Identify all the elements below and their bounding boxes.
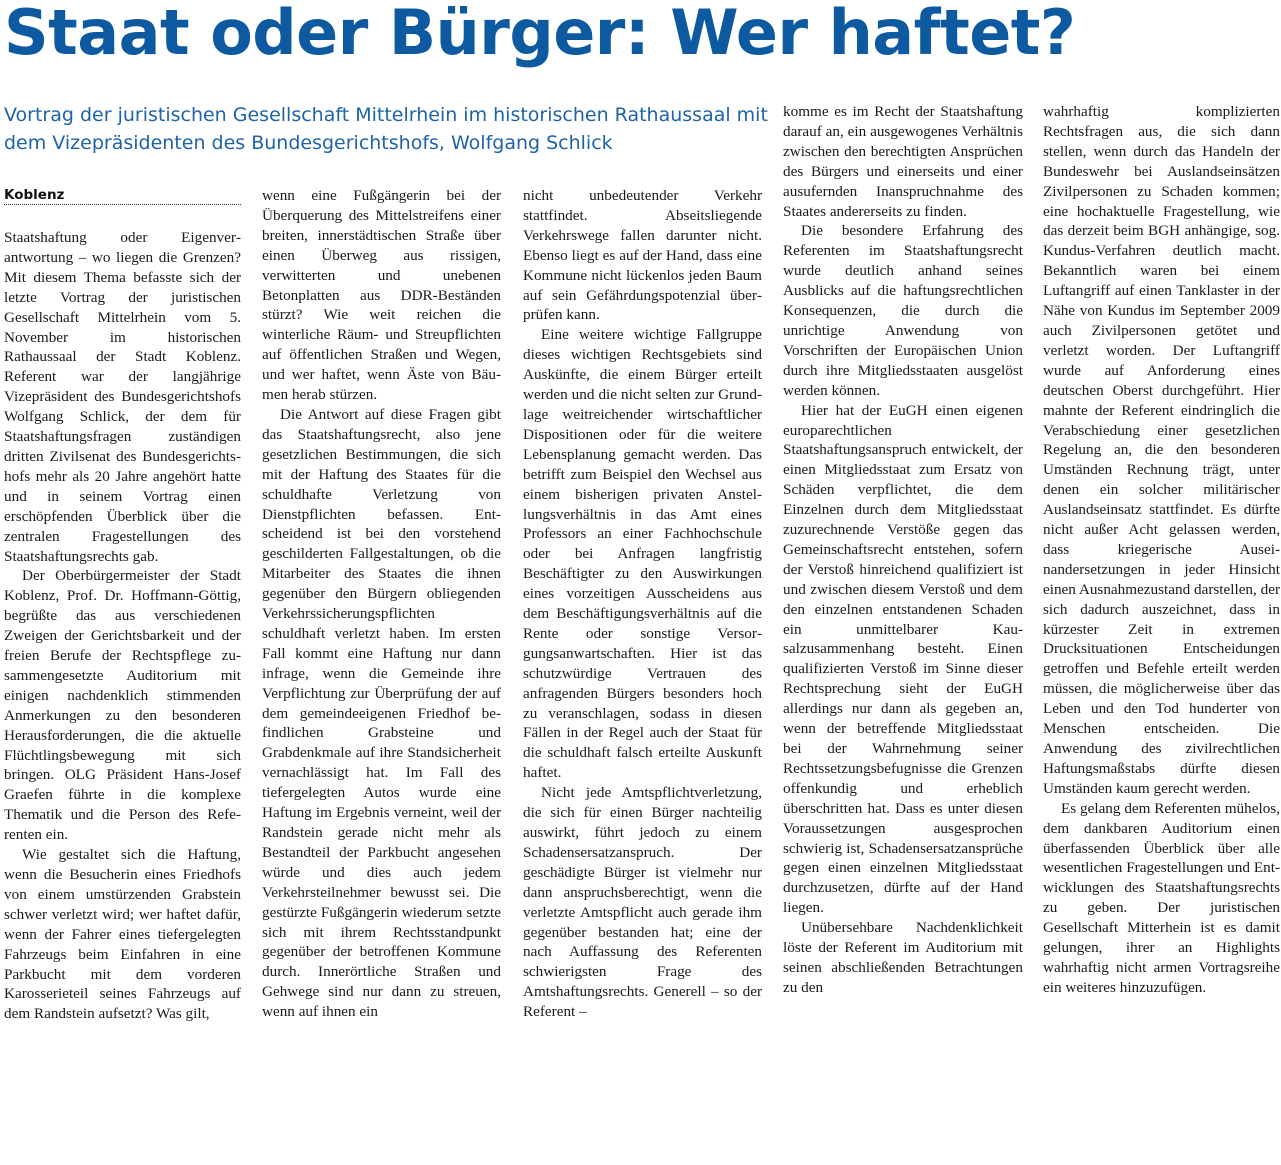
article-paragraph: Staatshaftung oder Eigenverantwortung – wo liegen die Grenzen? Mit diesem Thema befasste sich der letzte Vortrag der juristischen Gesellschaft Mittelrhein vom 5. November im historischen Rathaussaal der Stadt Koblenz. Referent war der langjährige Vizepräsident des Bundesgerichtshofs Wolfgang Schlick, der dem für Staatshaftungsfragen zuständigen dritten Zivilsenat des Bundesgerichtshofs mehr als 20 Jahre angehört hatte und in seinem Vortrag einen erschöpfenden Überblick über die zentralen Fragestellungen des Staatshaftungsrechts gab. [4, 229, 241, 565]
article-column-4 [783, 102, 1023, 998]
article-subheadline: Vortrag der juristischen Gesellschaft Mittelrhein im historischen Rathaussaal mit dem Vizepräsidenten des Bundesgerichtshofs, Wolfgang Schlick [4, 104, 768, 154]
article-dateline: Koblenz [4, 186, 241, 205]
article-headline: Staat oder Bürger: Wer haftet? [4, 0, 1076, 69]
article-paragraph: Wie gestaltet sich die Haftung, wenn die Besucherin eines Friedhofs von einem umstürzenden Grabstein schwer verletzt wird; wer haftet dafür, wenn der Fahrer eines tiefergelegten Fahrzeugs beim Einfahren in eine Parkbucht mit dem vorderen Karosserieteil seines Fahrzeugs auf dem Randstein aufsetzt? Was gilt, [4, 846, 241, 1023]
article-paragraph: Nicht jede Amtspflichtverletzung, die sich für einen Bürger nachteilig auswirkt, führt jedoch zu einem Schadensersatzanspruch. Der geschädigte Bürger ist vielmehr nur dann anspruchsberechtigt, wenn die verletzte Amtspflicht auch gerade ihm gegenüber bestanden hat; eine der nach Auffassung des Referenten schwierigsten Frage des Amtshaftungsrechts. Generell – so der Referent – [523, 784, 762, 1021]
article-paragraph: Eine weitere wichtige Fallgruppe dieses wichtigen Rechtsgebiets sind Auskünfte, die einem Bürger erteilt werden und die nicht selten zur Grundlage weitreichender wirtschaftlicher Dispositionen oder für die weitere Lebensplanung gemacht werden. Das betrifft zum Beispiel den Wechsel aus einem bisherigen privaten Anstellungsverhältnis in das Amt eines Professors an einer Fachhochschule oder bei Anfragen langfristig Beschäftigter zu den Auswirkungen eines vorzeitigen Ausscheidens aus dem Beschäftigungsverhältnis auf die Rente oder sonstige Versorgungsanwartschaften. Hier ist das schutzwürdige Vertrauen des anfragenden Bürgers besonders hoch zu veranschlagen, sodass in diesen Fällen in der Regel auch der Staat für die schuldhaft falsch erteilte Auskunft haftet. [523, 326, 762, 782]
article-paragraph: wahrhaftig komplizierten Rechtsfragen aus, die sich dann stellen, wenn durch das Handeln der Bundeswehr bei Auslandseinsätzen Zivilpersonen zu Schaden kommen; eine hochaktuelle Fragestellung, wie das derzeit beim BGH anhängige, sog. Kundus-Verfahren deutlich macht. Bekanntlich waren bei einem Luftangriff auf einen Tanklaster in der Nähe von Kundus im September 2009 auch Zivilpersonen getötet und verletzt worden. Der Luftangriff wurde auf Anforderung eines deutschen Oberst durchgeführt. Hier mahnte der Referent eindringlich die Verabschiedung einer gesetzlichen Regelung an, die den besonderen Umständen Rechnung trägt, unter denen ein solcher militärischer Auslandseinsatz stattfindet. Es dürfte nicht außer Acht gelassen werden, dass kriegerische Auseinandersetzungen in jeder Hinsicht einen Ausnahmezustand darstellen, der sich dadurch auszeichnet, dass in kürzester Zeit in extremen Drucksituationen Entscheidungen getroffen und Befehle erteilt werden müssen, die möglicherweise über das Leben und den Tod hunderter von Menschen entscheiden. Die Anwendung des zivilrechtlichen Haftungsmaßstabs dürfte diesen Umständen kaum gerecht werden. [1043, 103, 1281, 797]
article-paragraph: Die besondere Erfahrung des Referenten im Staatshaftungsrecht wurde deutlich anhand seines Ausblicks auf die haftungsrechtlichen Konsequenzen, die durch die unrichtige Anwendung von Vorschriften der Europäischen Union durch ihre Mitgliedsstaaten ausgelöst werden können. [783, 222, 1023, 399]
article-column-3 [523, 186, 762, 1022]
article-paragraph: wenn eine Fußgängerin bei der Überquerung des Mittelstreifens einer breiten, innerstädtischen Straße über einen Überweg aus rissigen, verwitterten und unebenen Betonplatten aus DDR-Beständen stürzt? Wie weit reichen die winterliche Räum- und Streupflichten auf öffentlichen Straßen und Wegen, und wer haftet, wenn Äste von Bäumen herab stürzen. [262, 187, 501, 404]
article-paragraph: Die Antwort auf diese Fragen gibt das Staatshaftungsrecht, also jene gesetzlichen Bestimmungen, die sich mit der Haftung des Staates für die schuldhafte Verletzung von Dienstpflichten befassen. Entscheidend ist bei den vorstehend geschilderten Fallgestaltungen, ob die Mitarbeiter des Staates die ihnen gegenüber den Bürgern obliegenden Verkehrssicherungspflichten schuldhaft verletzt haben. Im ersten Fall kommt eine Haftung nur dann infrage, wenn die Gemeinde ihre Verpflichtung zur Überprüfung der auf dem gemeindeeigenen Friedhof befindlichen Grabsteine und Grabdenkmale auf ihre Standsicherheit vernachlässigt hat. Im Fall des tiefergelegten Autos wurde eine Haftung im Ergebnis verneint, weil der Randstein gerade nicht mehr als Bestandteil der Parkbucht angesehen würde und dies auch jedem Verkehrsteilnehmer bewusst sei. Die gestürzte Fußgängerin wiederum setzte sich mit ihrem Rechtsstandpunkt gegenüber der betroffenen Kommune durch. Innerörtliche Straßen und Gehwege sind nur dann zu streuen, wenn auf ihnen ein [262, 405, 501, 1021]
article-column-1 [4, 228, 241, 1024]
article-paragraph: Es gelang dem Referenten mühelos, dem dankbaren Auditorium einen überfassenden Überblick über alle wesentlichen Fragestellungen und Entwicklungen des Staatshaftungsrechts zu geben. Der juristischen Gesellschaft Mitterhein ist es damit gelungen, ihrer an Highlights wahrhaftig nicht armen Vortragsreihe ein weiteres hinzuzufügen. [1043, 799, 1280, 996]
article-column-2 [262, 186, 501, 1022]
article-paragraph: Hier hat der EuGH einen eigenen europarechtlichen Staatshaftungsanspruch entwickelt, der einen Mitgliedsstaat zum Ersatz von Schäden verpflichtet, die dem Einzelnen durch dem Mitgliedsstaat zuzurechnende Verstöße gegen das Gemeinschaftsrecht entstehen, sofern der Verstoß hinreichend qualifiziert ist und zwischen diesem Verstoß und dem den einzelnen entstandenen Schaden ein unmittelbarer Kausalzusammenhang besteht. Einen qualifizierten Verstoß im Sinne dieser Rechtsprechung sieht der EuGH allerdings nur dann als gegeben an, wenn der betreffende Mitgliedsstaat bei der Wahrnehmung seiner Rechtssetzungsbefugnisse die Grenzen offenkundig und erheblich überschritten hat. Dass es unter diesen Voraussetzungen ausgesprochen schwierig ist, Schadensersatzansprüche gegen einen einzelnen Mitgliedsstaat durchzusetzen, dürfte auf der Hand liegen. [783, 401, 1023, 917]
article-paragraph: Unübersehbare Nachdenklichkeit löste der Referent im Auditorium mit seinen abschließenden Betrachtungen zu den [783, 919, 1023, 996]
article-paragraph: komme es im Recht der Staatshaftung darauf an, ein ausgewogenes Verhältnis zwischen den berechtigten Ansprüchen des Bürgers und einerseits und einer ausufernden Inanspruchnahme des Staates andererseits zu finden. [783, 103, 1023, 220]
article-paragraph: nicht unbedeutender Verkehr stattfindet. Abseitsliegende Verkehrswege fallen darunter nicht. Ebenso liegt es auf der Hand, dass eine Kommune nicht lückenlos jeden Baum auf sein Gefährdungspotenzial überprüfen kann. [523, 187, 762, 324]
article-column-5 [1043, 102, 1280, 998]
article-paragraph: Der Oberbürgermeister der Stadt Koblenz, Prof. Dr. Hoffmann-Göttig, begrüßte das aus verschiedenen Zweigen der Gerichtsbarkeit und der freien Berufe der Rechtspflege zusammengesetzte Auditorium mit einigen nachdenklich stimmenden Anmerkungen zu den besonderen Herausforderungen, die die aktuelle Flüchtlingsbewegung mit sich bringen. OLG Präsident Hans-Josef Graefen führte in die komplexe Thematik und die Person des Referenten ein. [4, 567, 241, 844]
